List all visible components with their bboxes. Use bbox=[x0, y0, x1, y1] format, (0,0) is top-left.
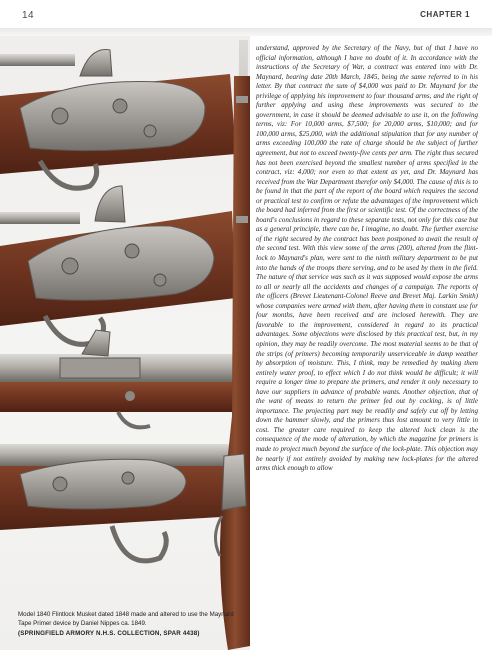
barrel-closeup bbox=[0, 330, 240, 427]
caption-credit: (SPRINGFIELD ARMORY N.H.S. COLLECTION, SPAR 4438) bbox=[18, 630, 200, 637]
body-text-column bbox=[256, 44, 478, 644]
figure-caption bbox=[18, 610, 246, 638]
chapter-label: CHAPTER 1 bbox=[420, 10, 470, 19]
page-number: 14 bbox=[22, 10, 35, 21]
header-divider bbox=[0, 28, 492, 36]
musket-photo-panel bbox=[0, 36, 250, 650]
lock-closeup-2 bbox=[0, 186, 236, 344]
lock-closeup-3 bbox=[0, 444, 238, 561]
musket-illustration bbox=[0, 36, 250, 650]
lock-closeup-1 bbox=[0, 50, 236, 189]
page-header bbox=[0, 0, 492, 36]
caption-text: Model 1840 Flintlock Musket dated 1848 made and altered to use the Maynard Tape Primer device by Daniel Nippes ca. 1849. bbox=[18, 611, 234, 627]
body-paragraph: understand, approved by the Secretary of the Navy, but of that I have no official information, although I have no doubt of it. In accordance with the instructions of the Secretary of War, a contract was entered into with Dr. Maynard, bearing date 20th March, 1845, being the same referred to in his letter. By that contract the sum of $4,000 was paid to Dr. Maynard for the privilege of applying his improvement to four thousand arms, and the right of further applying and using these improvements was secured to the government, in case it should be deemed advisable to use it, on the following terms, viz: For 10,000 arms, $7,500; for 20,000 arms, $10,000; and for 100,000 arms, $25,000, with the additional stipulation that for any number of arms exceeding 100,000 the rate of charge should be the subject of further agreement, but not to exceed twenty-five cents per arm. The right thus secured has not been exercised beyond the smallest number of arms specified in the contract, viz: 4,000; nor even to that extent as yet, and Dr. Maynard has received from the War Department therefor only $4,000. The cause of this is to be found in that the part of the report of the board which requires the second or practical test to confirm or refute the advantages of the improvement which the board had inferred from the first or scientific test. Of the correctness of the board's conclusions in regard to these separate tests, not only for this case but as a general principle, there can be, I imagine, no doubt. The further exercise of the right secured by the contract has been postponed to await the result of the second test. With this view some of the arms (200), altered from the flint-lock to Maynard's plan, were sent to the ninth military department to be put into the hands of the troops there serving, and to be used by them in the field. The nature of that service was such as it was supposed would expose the arms to all or nearly all the accidents and changes of a campaign. The reports of the officers (Brevet Lieutenant-Colonel Reeve and Brevet Maj. Larkin Smith) whose companies were armed with them, after having them in constant use for four months, have been received and are inclosed herewith. They are favorable to the improvement, considered in regard to its practical advantages. Some objections were disclosed by this practical test, but, in my opinion, they may be readily overcome. The most material seems to be that of the strips (of primers) becoming temporarily unserviceable in damp weather by absorption of moisture. This, I think, may be remedied by making them entirely water proof, to effect which I do not think would be difficult; it will require a longer time to prepare the primers, and render it only necessary to have our suppliers in advance of probable wants. Another objection, that of the want of means to return the primer fed out by cocking, is of little importance. The projecting part may be readily and safely cut off by letting down the hammer slowly, and the primers thus lost amount to very little in cost. The greater care required to keep the altered lock clean is the consequence of the mode of alteration, by which the magazine for primers is made to project much beyond the surface of the lock-plate. This objection may be nearly if not entirely avoided by making new lock-plates for the altered arms thick enough to allow bbox=[256, 44, 478, 473]
